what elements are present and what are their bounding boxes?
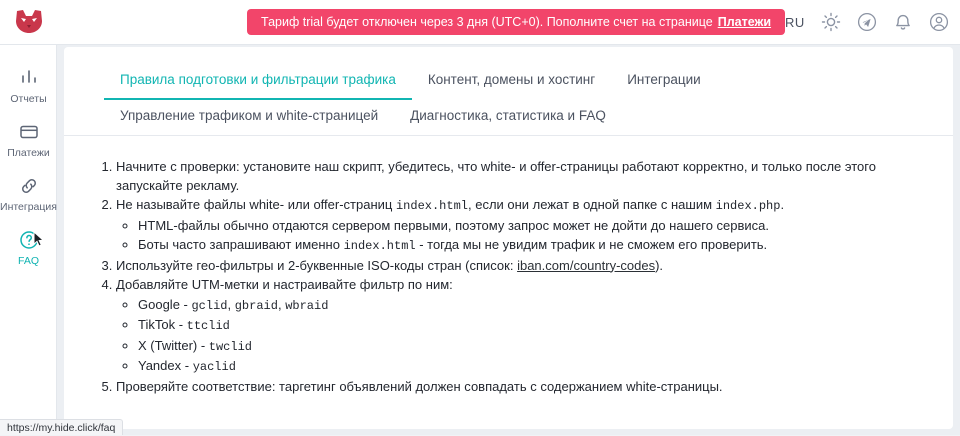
trial-alert-banner [247, 9, 785, 35]
bell-icon[interactable] [893, 12, 913, 32]
faq-body [64, 136, 953, 396]
rule-sub-item [138, 337, 923, 357]
rule-2-text-2: , если они лежат в одной папке с нашим [467, 197, 716, 212]
rule-2-sub-1-text-0: HTML-файлы обычно отдаются сервером первыми, поэтому запрос может не дойти до нашего сервиса. [138, 217, 770, 233]
tab-diagnostics-stats-faq[interactable]: Диагностика, статистика и FAQ [410, 108, 606, 123]
rule-2-text-0: Не называйте файлы white- или offer-страниц [116, 197, 396, 212]
account-icon[interactable] [929, 12, 949, 32]
sidebar-label-integration: Интеграция [0, 201, 57, 213]
tab-bar [64, 47, 953, 136]
tab-rules[interactable]: Правила подготовки и фильтрации трафика [104, 63, 412, 100]
content-area [57, 45, 960, 435]
tab-integrations[interactable]: Интеграции [627, 72, 701, 87]
sidebar-item-reports[interactable] [0, 59, 57, 113]
rule-2-text-4: . [780, 197, 785, 212]
rule-sub-list [116, 217, 923, 256]
sidebar-label-payments: Платежи [7, 147, 50, 159]
rule-4-sub-4-text-0: Yandex - [138, 358, 193, 373]
rule-item [116, 196, 923, 256]
rule-4-sub-3-text-0: X (Twitter) - [138, 337, 209, 353]
rule-sub-item [138, 357, 923, 377]
rule-4-sub-1-text-2: , [227, 296, 235, 312]
rule-4-sub-3-code-1: twclid [208, 339, 252, 354]
rule-4-sub-1-text-0: Google - [138, 296, 192, 312]
rule-4-sub-2-code-1: ttclid [186, 319, 230, 333]
top-bar [0, 0, 960, 45]
rule-sub-item [138, 236, 923, 256]
rule-item [116, 257, 923, 276]
rule-item [116, 276, 923, 377]
sun-icon[interactable] [821, 12, 841, 32]
sidebar-label-faq: FAQ [17, 255, 39, 267]
rule-4-sub-1-code-3: gbraid [234, 298, 278, 313]
rule-3-text-0: Используйте гео-фильтры и 2-буквенные ISO-коды стран (список: [116, 257, 518, 273]
credit-card-icon [18, 121, 40, 143]
rule-sub-list [116, 296, 923, 377]
sidebar-item-faq[interactable] [0, 221, 57, 275]
rule-1-text-0: Начните с проверки: установите наш скрипт, убедитесь, что white- и offer-страницы работают корректно, и только после этого запускайте рекламу. [116, 159, 876, 193]
rule-3-text-2: ). [655, 257, 664, 273]
country-codes-link[interactable]: iban.com/country-codes [517, 257, 656, 273]
sidebar-label-reports: Отчеты [10, 93, 47, 105]
bar-chart-icon [18, 67, 40, 89]
rule-sub-item [138, 296, 923, 316]
sidebar-item-integration[interactable] [0, 167, 57, 221]
wolf-logo-icon [14, 9, 44, 35]
rule-4-sub-4-code-1: yaclid [192, 360, 236, 374]
status-bar-url: https://my.hide.click/faq [0, 419, 123, 435]
tab-content-domains-hosting[interactable]: Контент, домены и хостинг [427, 72, 596, 87]
payments-link[interactable]: Платежи [717, 15, 772, 29]
sidebar-item-payments[interactable] [0, 113, 57, 167]
app-logo[interactable] [0, 0, 57, 45]
rule-sub-item [138, 316, 923, 336]
telegram-icon[interactable] [857, 12, 877, 32]
faq-card [64, 47, 953, 429]
rules-list [90, 158, 923, 396]
tab-traffic-management[interactable]: Управление трафиком и white-страницей [120, 108, 379, 123]
rule-4-sub-1-code-1: gclid [191, 298, 228, 313]
link-icon [18, 175, 40, 197]
rule-5-text-0: Проверяйте соответствие: таргетинг объявлений должен совпадать с содержанием white-страницы. [116, 378, 723, 394]
language-selector[interactable]: RU [785, 14, 805, 30]
top-bar-actions [785, 12, 949, 32]
rule-4-sub-2-text-0: TikTok - [138, 317, 187, 332]
rule-item [116, 378, 923, 397]
rule-4-sub-1-text-4: , [277, 296, 286, 312]
question-circle-icon [18, 229, 40, 251]
rule-4-text-0: Добавляйте UTM-метки и настраивайте фильтр по ним: [116, 277, 453, 292]
rule-2-sub-2-text-2: - тогда мы не увидим трафик и не сможем его проверить. [415, 237, 768, 252]
rule-2-sub-2-code-1: index.html [343, 239, 416, 253]
rule-item [116, 158, 923, 195]
rule-4-sub-1-code-5: wbraid [285, 298, 329, 313]
rule-2-code-1: index.html [395, 199, 468, 213]
sidebar [0, 45, 57, 435]
trial-alert-text: Тариф trial будет отключен через 3 дня (UTC+0). Пополните счет на странице [261, 15, 713, 29]
rule-sub-item [138, 217, 923, 236]
rule-2-sub-2-text-0: Боты часто запрашивают именно [138, 237, 344, 252]
rule-2-code-3: index.php [715, 199, 781, 213]
